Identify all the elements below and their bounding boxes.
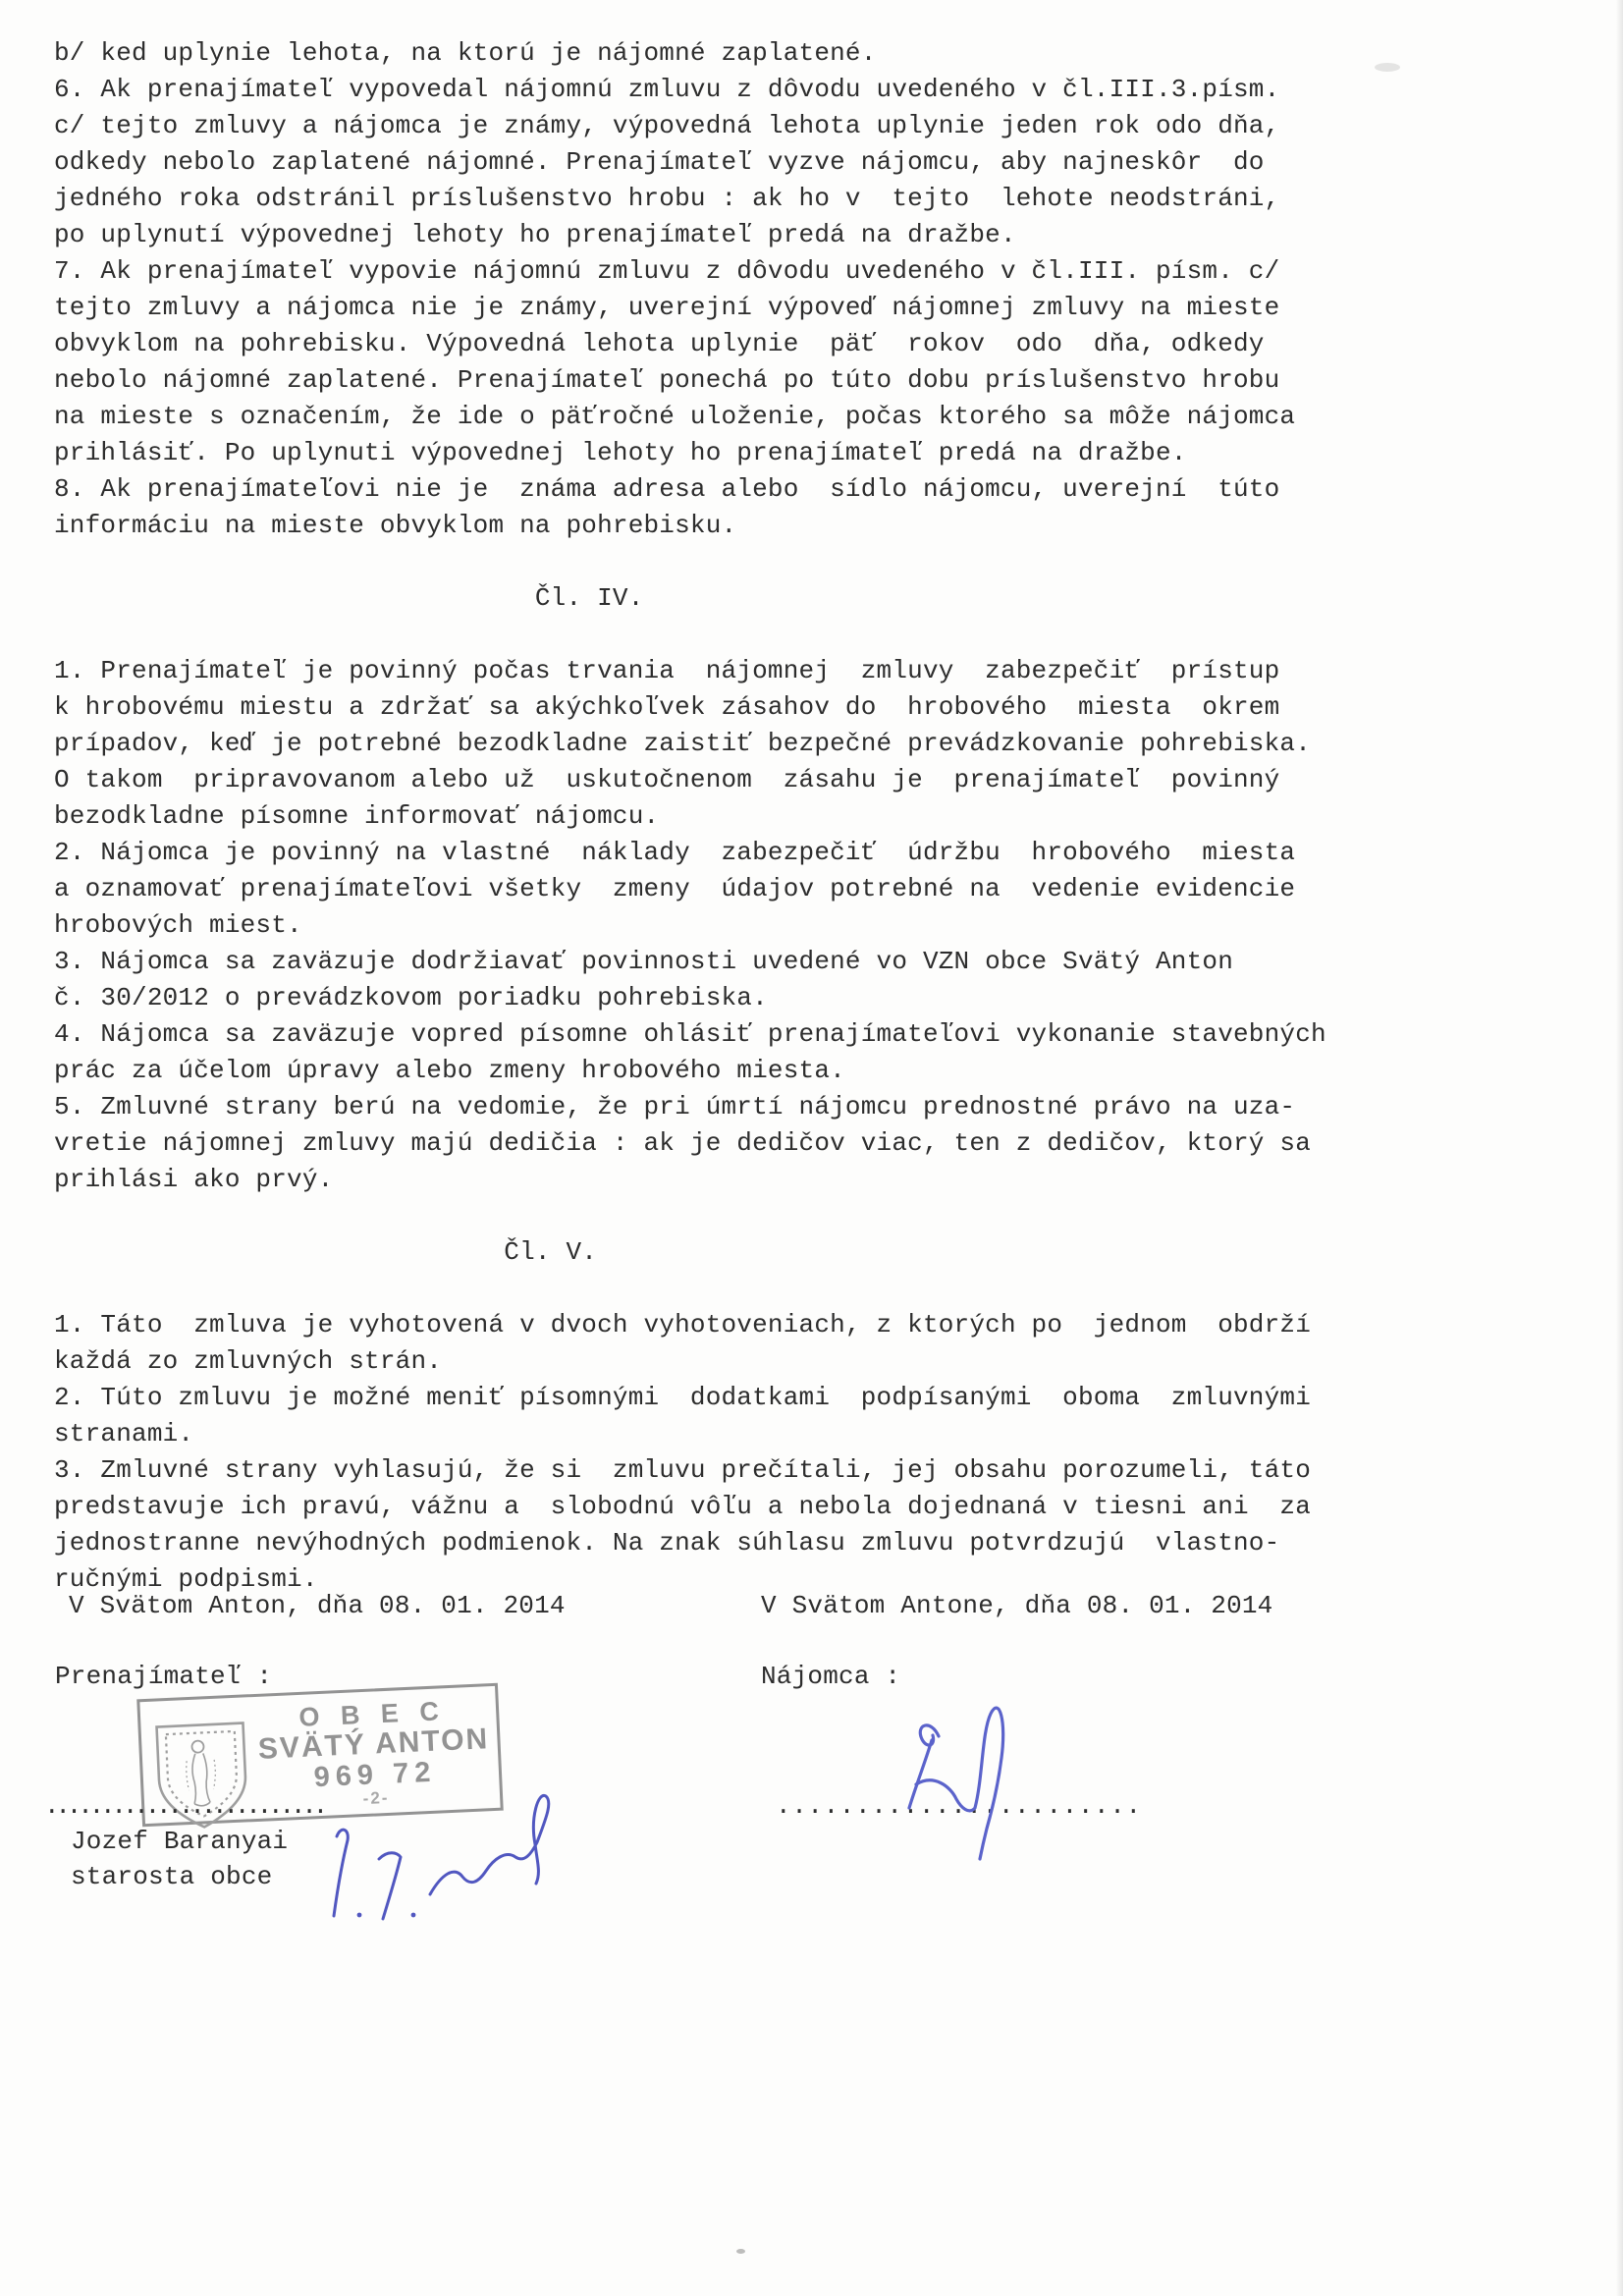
document-line: bezodkladne písomne informovať nájomcu. [54,801,660,831]
signing-date-left: V Svätom Anton, dňa 08. 01. 2014 [69,1591,566,1620]
document-line: vretie nájomnej zmluvy majú dedičia : ak je dedičov viac, ten z dedičov, ktorý sa [54,1128,1312,1158]
document-line: ručnými podpismi. [54,1564,318,1594]
tenant-signature-line: ....................... [776,1791,1142,1821]
stamp-line-number: -2- [362,1787,390,1809]
document-line: obvyklom na pohrebisku. Výpovedná lehota uplynie päť rokov odo dňa, odkedy [54,329,1265,358]
lessor-signer-title: starosta obce [71,1862,273,1891]
document-line: 3. Nájomca sa zaväzuje dodržiavať povinnosti uvedené vo VZN obce Svätý Anton [54,947,1233,976]
document-line: jedného roka odstránil príslušenstvo hrobu : ak ho v tejto lehote neodstráni, [54,184,1280,213]
document-line: 5. Zmluvné strany berú na vedomie, že pri úmrtí nájomcu prednostné právo na uza- [54,1092,1296,1121]
document-line: na mieste s označením, že ide o päťročné uloženie, počas ktorého sa môže nájomca [54,402,1296,431]
document-line: 6. Ak prenajímateľ vypovedal nájomnú zmluvu z dôvodu uvedeného v čl.III.3.písm. [54,75,1280,104]
document-line: 4. Nájomca sa zaväzuje vopred písomne ohlásiť prenajímateľovi vykonanie stavebných [54,1019,1326,1049]
document-line: prác za účelom úpravy alebo zmeny hrobového miesta. [54,1056,845,1085]
document-line: každá zo zmluvných strán. [54,1346,443,1376]
document-line: a oznamovať prenajímateľovi všetky zmeny údajov potrebné na vedenie evidencie [54,874,1296,903]
document-line: c/ tejto zmluvy a nájomca je známy, výpovedná lehota uplynie jeden rok odo dňa, [54,111,1280,140]
scan-artifact [1375,63,1400,72]
document-line: po uplynutí výpovednej lehoty ho prenajímateľ predá na dražbe. [54,220,1016,249]
document-line: odkedy nebolo zaplatené nájomné. Prenajímateľ vyzve nájomcu, aby najneskôr do [54,147,1265,177]
document-line: tejto zmluvy a nájomca nie je známy, uverejní výpoveď nájomnej zmluvy na mieste [54,293,1280,322]
article-heading: Čl. V. [54,1237,598,1267]
blank-line [54,1198,1586,1234]
document-line: O takom pripravovanom alebo už uskutočnenom zásahu je prenajímateľ povinný [54,765,1280,794]
document-line: prípadov, keď je potrebné bezodkladne zaistiť bezpečné prevádzkovanie pohrebiska. [54,729,1312,758]
document-line: b/ ked uplynie lehota, na ktorú je nájomné zaplatené. [54,38,877,68]
document-line: informáciu na mieste obvyklom na pohrebisku. [54,511,737,540]
document-line: 8. Ak prenajímateľovi nie je známa adresa alebo sídlo nájomcu, uverejní túto [54,474,1280,504]
tenant-signature [909,1708,1003,1859]
document-line: 2. Túto zmluvu je možné meniť písomnými dodatkami podpísanými oboma zmluvnými [54,1383,1312,1412]
document-line: nebolo nájomné zaplatené. Prenajímateľ ponechá po túto dobu príslušenstvo hrobu [54,365,1280,395]
blank-line [54,617,1586,653]
article-heading: Čl. IV. [54,583,644,613]
signing-date-right: V Svätom Antone, dňa 08. 01. 2014 [761,1591,1273,1620]
contract-body [54,35,1586,1598]
document-line: k hrobovému miestu a zdržať sa akýchkoľvek zásahov do hrobového miesta okrem [54,692,1280,722]
stamp-line-obec: O B E C [298,1696,447,1732]
stamp-line-postal-code: 969 72 [312,1756,437,1794]
document-line: predstavuje ich pravú, vážnu a slobodnú vôľu a nebola dojednaná v tiesni ani za [54,1492,1312,1521]
document-line: č. 30/2012 o prevádzkovom poriadku pohrebiska. [54,983,768,1012]
document-line: 2. Nájomca je povinný na vlastné náklady zabezpečiť údržbu hrobového miesta [54,838,1296,867]
lessor-signer-name: Jozef Baranyai [71,1827,289,1856]
document-line: 1. Prenajímateľ je povinný počas trvania nájomnej zmluvy zabezpečiť prístup [54,656,1280,685]
document-line: 7. Ak prenajímateľ vypovie nájomnú zmluvu z dôvodu uvedeného v čl.III. písm. c/ [54,256,1280,286]
lessor-label: Prenajímateľ : [55,1662,273,1691]
document-line: prihlási ako prvý. [54,1165,334,1194]
scan-edge-shadow [1616,0,1623,2296]
document-line: jednostranne nevýhodných podmienok. Na znak súhlasu zmluvu potvrdzujú vlastno- [54,1528,1280,1558]
blank-line [54,1271,1586,1307]
stamp-line-municipality: SVÄTÝ ANTON [257,1722,490,1766]
document-line: prihlásiť. Po uplynuti výpovednej lehoty ho prenajímateľ predá na dražbe. [54,438,1187,467]
tenant-label: Nájomca : [761,1662,901,1691]
scan-artifact [736,2249,745,2254]
document-line: 3. Zmluvné strany vyhlasujú, že si zmluvu prečítali, jej obsahu porozumeli, táto [54,1455,1312,1485]
document-line: stranami. [54,1419,194,1449]
blank-line [54,544,1586,580]
document-line: 1. Táto zmluva je vyhotovená v dvoch vyhotoveniach, z ktorých po jednom obdrží [54,1310,1312,1339]
document-line: hrobových miest. [54,910,302,940]
lessor-signature-line: ......................... [44,1791,325,1821]
